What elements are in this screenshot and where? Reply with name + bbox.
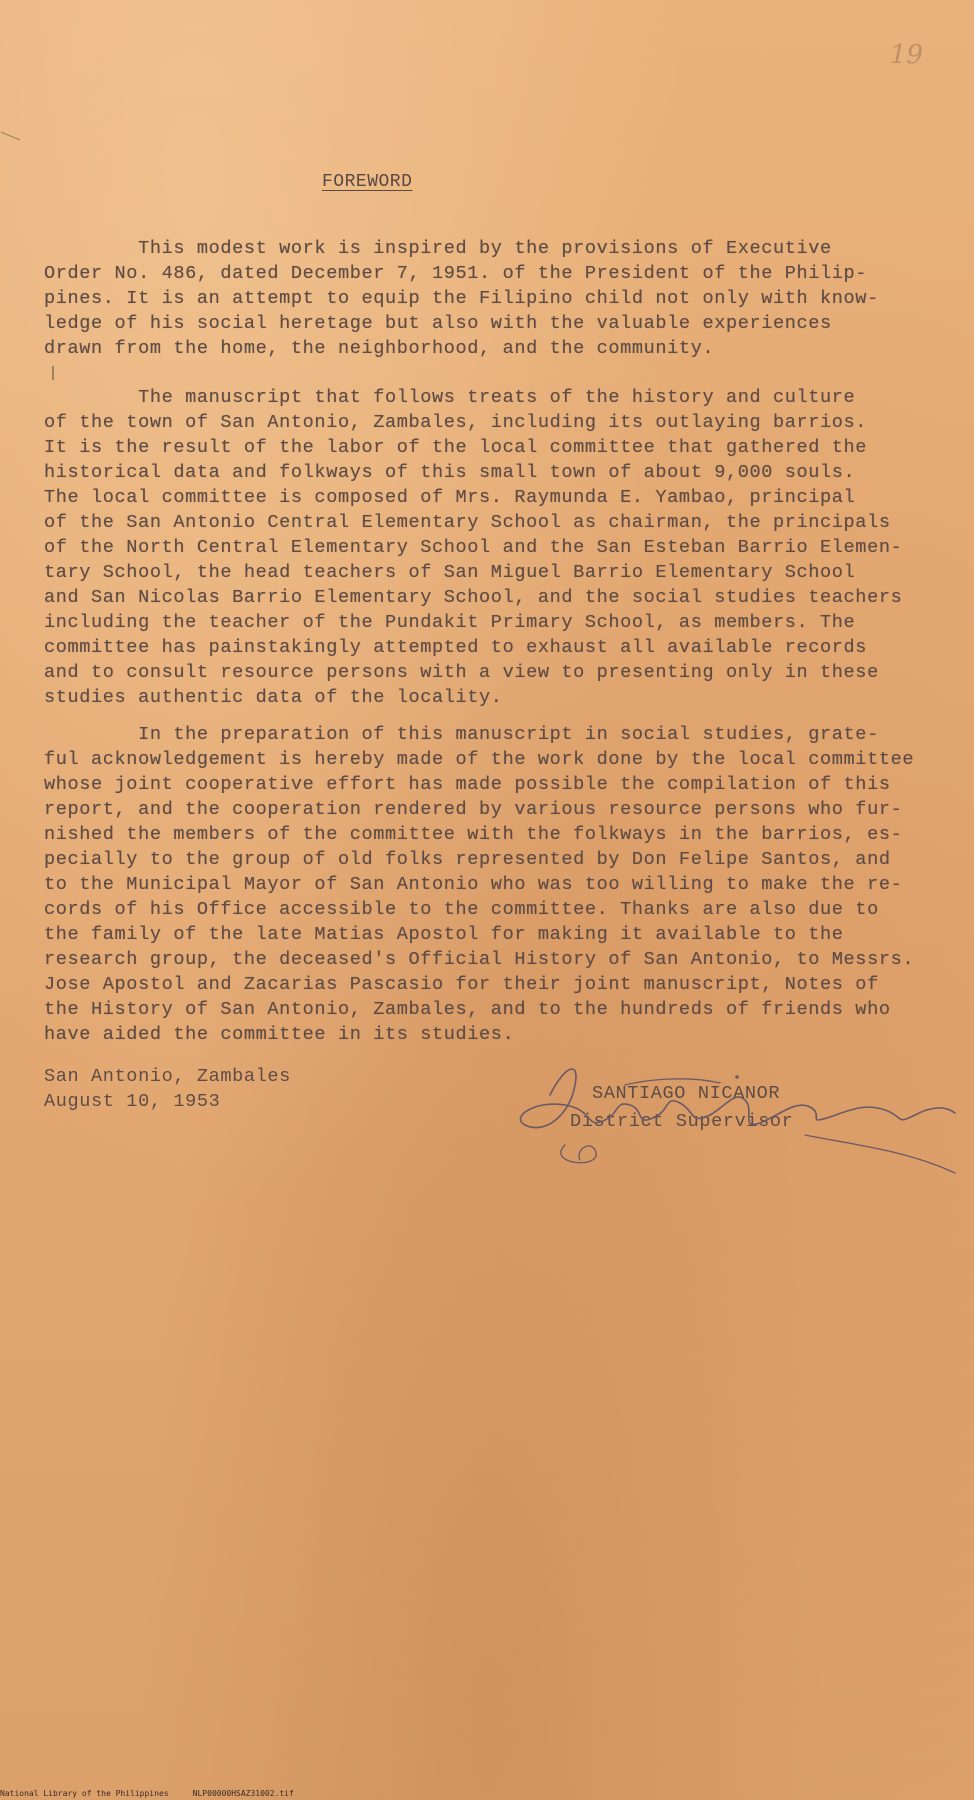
paragraph-2: The manuscript that follows treats of the history and culture of the town of San Antonio, Zambales, including its outlaying barrios. It is the result of the labor of the local committee that gathered the historical data and folkways of this small town of about 9,000 souls. The local committee is composed of Mrs. Raymunda E. Yambao, principal of the San Antonio Central Elementary School as chairman, the principals of the North Central Elementary School and the San Esteban Barrio Elemen- tary School, the head teachers of San Miguel Barrio Elementary School and San Nicolas Barrio Elementary School, and the social studies teachers including the teacher of the Pundakit Primary School, as members. The committee has painstakingly attempted to exhaust all available records and to consult resource persons with a view to presenting only in these studies authentic data of the locality. [44,387,903,708]
handwritten-signature [505,1055,960,1175]
foreword-title: FOREWORD [322,172,413,192]
date-line: August 10, 1953 [44,1091,221,1112]
file-id: NLP00000HSAZ31002.tif [192,1789,294,1798]
paragraph-1: This modest work is inspired by the provisions of Executive Order No. 486, dated December 7, 1951. of the President of the Philip- pines. It is an attempt to equip the Filipino child not only with know- ledge of his social heretage but also with the valuable experiences drawn from the home, the neighborhood, and the community. [44,238,879,359]
page-number: 19 [890,40,924,70]
place-line: San Antonio, Zambales [44,1066,291,1087]
margin-tick-mark [52,366,54,380]
paragraph-3: In the preparation of this manuscript in social studies, grate- ful acknowledgement is hereby made of the work done by the local committee whose joint cooperative effort has made possible the compilation of this report, and the cooperation rendered by various resource persons who fur- nished the members of the committee with the folkways in the barrios, es- pecially to the group of old folks represented by Don Felipe Santos, and to the Municipal Mayor of San Antonio who was too willing to make the re- cords of his Office accessible to the committee. Thanks are also due to the family of the late Matias Apostol for making it available to the research group, the deceased's Official History of San Antonio, to Messrs. Jose Apostol and Zacarias Pascasio for their joint manuscript, Notes of the History of San Antonio, Zambales, and to the hundreds of friends who have aided the committee in its studies. [44,724,915,1045]
archive-label: National Library of the Philippines [0,1789,169,1798]
signer-title: District Supervisor [570,1111,794,1132]
archive-footer [0,1789,294,1799]
margin-scratch-mark [0,128,22,142]
place-date-block [44,1064,291,1114]
signer-name: SANTIAGO NICANOR [592,1083,781,1104]
